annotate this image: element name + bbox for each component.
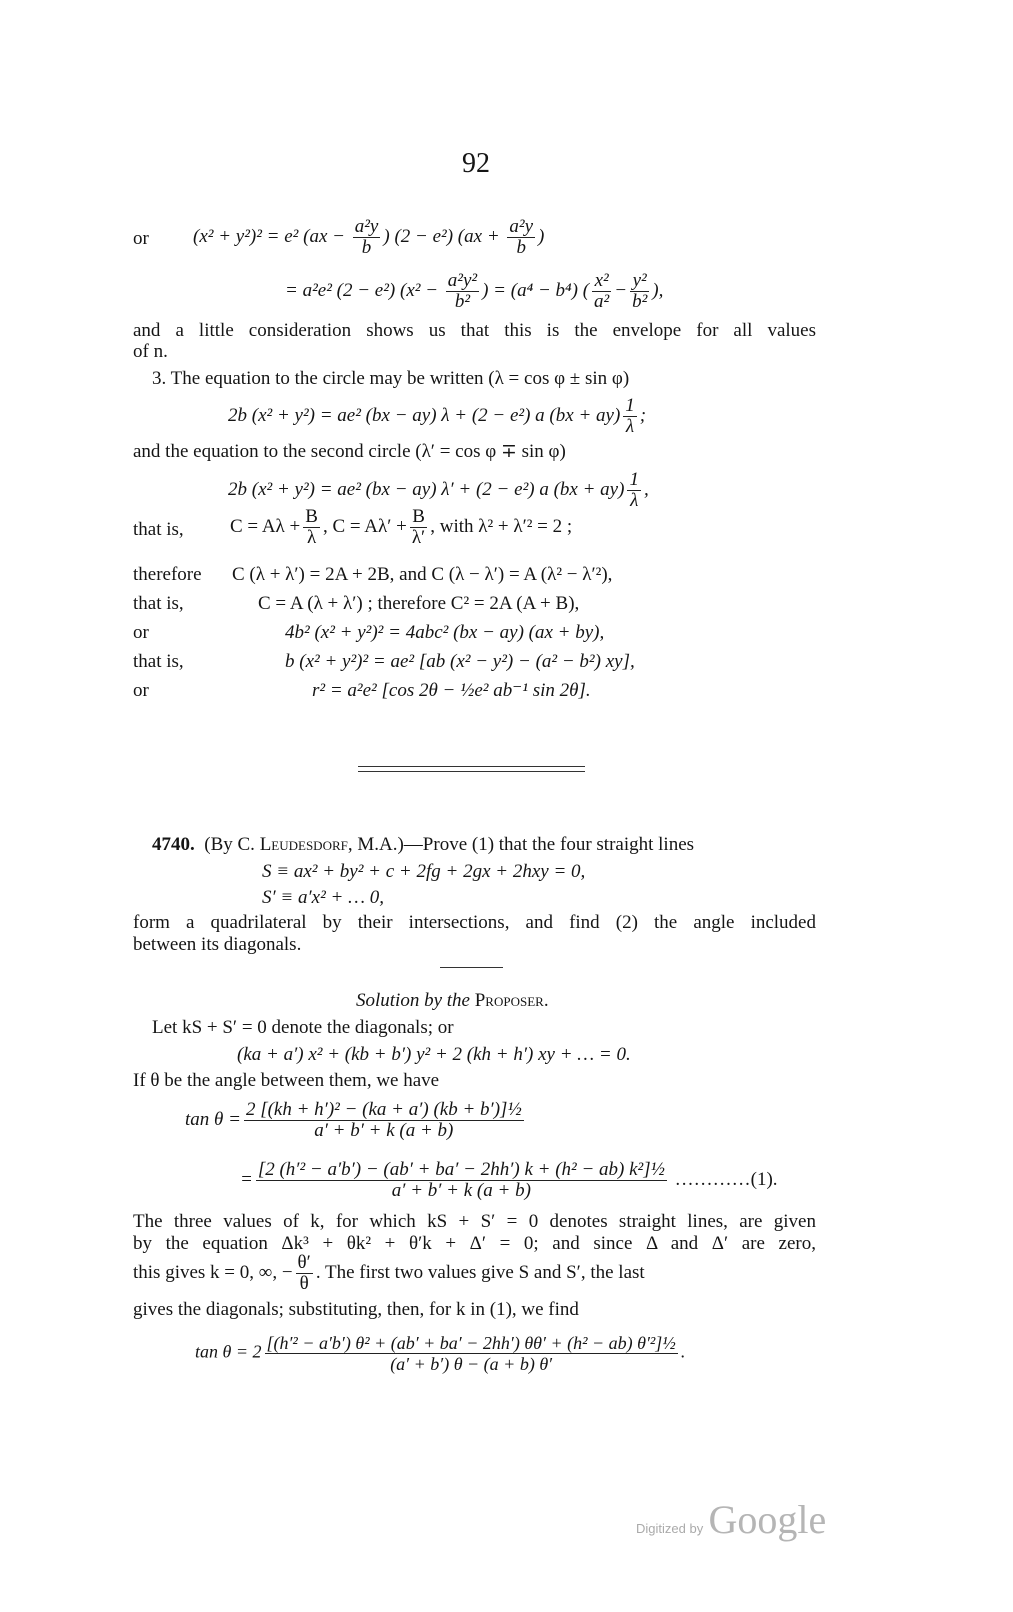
problem-number: 4740.: [152, 834, 195, 855]
paragraph-line: this gives k = 0, ∞, − $\frac{\theta'}{\theta}$ . The first two values give S and S′, the last: [133, 1252, 645, 1294]
equation-5: C = Aλ + $\frac{B}{\lambda}$ , C = Aλ′ + $\frac{B}{\lambda'}$ , with λ² + λ′² = 2 ;: [230, 506, 573, 548]
tan-equation-1: tan θ = $\frac{\text{2 [(kh + h′)² − (ka + a′) (kb + b′)]½}}{a' + b' + k (a + b)}$: [185, 1099, 522, 1141]
equation-2: = a²e² (2 − e²) (x² − $\frac{\text{a²y²}}{\text{b²}}$ ) = (a⁴ − b⁴) ( $\frac{\text{x²}}{\text{a²}}$ − $\frac{\text{y²}}{\text{b²}}$ ),: [285, 270, 664, 312]
google-logo: Google: [708, 1497, 827, 1542]
paragraph-line: Let kS + S′ = 0 denote the diagonals; or: [152, 1017, 454, 1038]
equation: (ka + a′) x² + (kb + b′) y² + 2 (kh + h′) xy + … = 0.: [237, 1044, 631, 1065]
paragraph-line: by the equation Δk³ + θk² + θ′k + Δ′ = 0; and since Δ and Δ′ are zero,: [133, 1233, 816, 1254]
row-label: or: [133, 680, 149, 701]
paragraph-line: and the equation to the second circle (λ′ = cos φ ∓ sin φ): [133, 441, 566, 462]
section-divider: [358, 766, 585, 767]
row-equation: b (x² + y²)² = ae² [ab (x² − y²) − (a² − b²) xy],: [285, 651, 635, 672]
row-equation: r² = a²e² [cos 2θ − ½e² ab⁻¹ sin 2θ].: [312, 680, 591, 701]
row-label: or: [133, 622, 149, 643]
equation-1: (x² + y²)² = e² (ax − $\frac{\text{a²y}}{b}$ ) (2 − e²) (ax + $\frac{\text{a²y}}{b}$ ): [193, 216, 545, 258]
paragraph-line: The three values of k, for which kS + S′ = 0 denotes straight lines, are given: [133, 1211, 816, 1232]
row-label: that is,: [133, 651, 184, 672]
row-equation: 4b² (x² + y²)² = 4abc² (bx − ay) (ax + by),: [285, 622, 605, 643]
problem-equation: S ≡ ax² + by² + c + 2fg + 2gx + 2hxy = 0,: [262, 861, 586, 882]
paragraph-line: If θ be the angle between them, we have: [133, 1070, 440, 1091]
equation-3: 2b (x² + y²) = ae² (bx − ay) λ + (2 − e²) a (bx + ay) $\frac{1}{\lambda}$ ;: [228, 395, 647, 437]
section-divider: [358, 771, 585, 772]
equation-4: 2b (x² + y²) = ae² (bx − ay) λ′ + (2 − e²) a (bx + ay) $\frac{1}{\lambda}$ ,: [228, 469, 649, 511]
row-label: therefore: [133, 564, 202, 585]
paragraph-line: between its diagonals.: [133, 934, 302, 955]
solution-heading: Solution by the Proposer.: [356, 990, 549, 1011]
problem-equation: S′ ≡ a′x² + … 0,: [262, 887, 384, 908]
row-label: that is,: [133, 593, 184, 614]
tan-equation-2: = $\frac{\text{[2 (h′² − a′b′) − (ab′ + ba′ − 2hh′) k + (h² − ab) k²]½}}{a' + b' + k (a + b)}$ …………(1).: [240, 1159, 778, 1201]
row-equation: C = A (λ + λ′) ; therefore C² = 2A (A + B),: [258, 593, 580, 614]
eq-label: or: [133, 228, 149, 249]
watermark: Digitized by Google: [636, 1497, 827, 1542]
item-3: 3. The equation to the circle may be written (λ = cos φ ± sin φ): [152, 368, 630, 389]
short-divider: [440, 967, 503, 968]
final-equation: tan θ = 2 $\frac{\text{[(h′² − a′b′) θ² + (ab′ + ba′ − 2hh′) θθ′ + (h² − ab) θ′²]½}}{(a' + b') \theta - (a + b) \theta'}$ .: [195, 1333, 686, 1374]
page-number: 92: [462, 148, 490, 179]
row-equation: C (λ + λ′) = 2A + 2B, and C (λ − λ′) = A (λ² − λ′²),: [232, 564, 613, 585]
paragraph-line: of n.: [133, 341, 168, 362]
problem-statement: 4740. (By C. Leudesdorf, M.A.)—Prove (1) that the four straight lines: [152, 834, 695, 855]
paragraph-line: gives the diagonals; substituting, then, for k in (1), we find: [133, 1299, 579, 1320]
paragraph-line: form a quadrilateral by their intersections, and find (2) the angle included: [133, 912, 816, 933]
paragraph-line: and a little consideration shows us that this is the envelope for all values: [133, 320, 816, 341]
row-label: that is,: [133, 519, 184, 540]
